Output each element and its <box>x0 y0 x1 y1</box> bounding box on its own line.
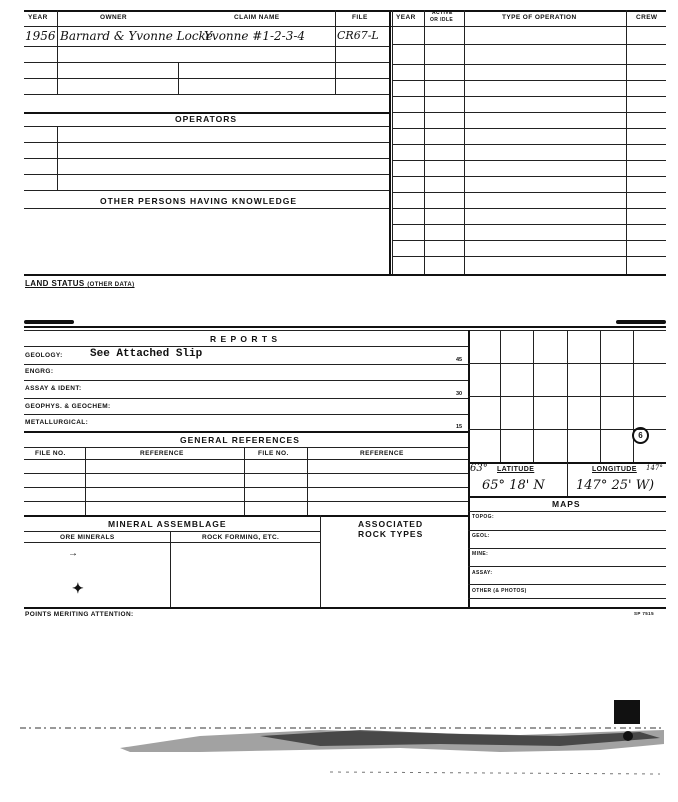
geology-value: See Attached Slip <box>90 348 203 360</box>
ref-file-no-header-2: FILE NO. <box>258 450 289 457</box>
entry-year: 1956 <box>25 29 56 43</box>
col-owner-header: OWNER <box>100 14 127 21</box>
longitude-prefix: 147° <box>646 464 663 472</box>
longitude-value: 147° 25' W) <box>576 478 655 493</box>
associated-rock-types-2: ROCK TYPES <box>358 529 424 539</box>
latitude-value: 65° 18' N <box>482 478 545 493</box>
associated-rock-types-1: ASSOCIATED <box>358 519 424 529</box>
ref-reference-header-1: REFERENCE <box>140 450 184 457</box>
operators-heading: OPERATORS <box>175 114 238 124</box>
grid-marker-label: 6 <box>638 431 643 440</box>
longitude-label: LONGITUDE <box>592 466 637 473</box>
col-crew-header: CREW <box>636 14 658 21</box>
col-type-operation-header: TYPE OF OPERATION <box>502 14 577 21</box>
col-year-right-header: YEAR <box>396 14 416 21</box>
reports-heading: R E P O R T S <box>210 334 279 344</box>
scale-30: 30 <box>456 391 463 397</box>
maps-topog-label: TOPOG: <box>472 514 495 520</box>
ref-reference-header-2: REFERENCE <box>360 450 404 457</box>
maps-mine-label: MINE: <box>472 551 489 557</box>
entry-file: CR67-L <box>337 29 379 42</box>
latitude-prefix: 63° <box>470 463 488 474</box>
maps-heading: MAPS <box>552 499 581 509</box>
geophys-label: GEOPHYS. & GEOCHEM: <box>25 403 111 410</box>
maps-other-label: OTHER (& PHOTOS) <box>472 588 527 594</box>
engrg-label: ENGRG: <box>25 368 54 375</box>
points-meriting-attention-label: POINTS MERITING ATTENTION: <box>25 611 134 618</box>
land-status-label <box>25 279 135 288</box>
entry-claim-name: Yvonne #1-2-3-4 <box>204 29 306 43</box>
metallurgical-label: METALLURGICAL: <box>25 419 89 426</box>
ref-file-no-header-1: FILE NO. <box>35 450 66 457</box>
scale-45: 45 <box>456 357 463 363</box>
grid-location-marker <box>632 427 649 444</box>
col-year-header: YEAR <box>28 14 48 21</box>
col-claim-name-header: CLAIM NAME <box>234 14 280 21</box>
form-number: SP 7515 <box>634 611 654 616</box>
scale-15: 15 <box>456 424 463 430</box>
col-active-header-1: ACTIVE <box>432 10 453 16</box>
latitude-label: LATITUDE <box>497 466 535 473</box>
land-status-title: LAND STATUS <box>25 279 85 288</box>
geology-label: GEOLOGY: <box>25 352 63 359</box>
scan-noise-graphic <box>0 700 678 790</box>
col-active-header-2: OR IDLE <box>430 17 454 23</box>
maps-geol-label: GEOL: <box>472 533 490 539</box>
other-persons-heading: OTHER PERSONS HAVING KNOWLEDGE <box>100 196 298 206</box>
rock-forming-header: ROCK FORMING, ETC. <box>202 534 280 541</box>
general-references-heading: GENERAL REFERENCES <box>180 435 300 445</box>
ore-mark-1: → <box>68 548 78 559</box>
entry-owner: Barnard & Yvonne Locke <box>60 29 213 43</box>
ore-mark-2: ✦ <box>72 580 84 596</box>
assay-ident-label: ASSAY & IDENT: <box>25 385 82 392</box>
ore-minerals-header: ORE MINERALS <box>60 534 115 541</box>
mineral-assemblage-heading: MINERAL ASSEMBLAGE <box>108 519 227 529</box>
maps-assay-label: ASSAY: <box>472 570 493 576</box>
col-file-header: FILE <box>352 14 368 21</box>
land-status-sub: (OTHER DATA) <box>87 282 135 288</box>
